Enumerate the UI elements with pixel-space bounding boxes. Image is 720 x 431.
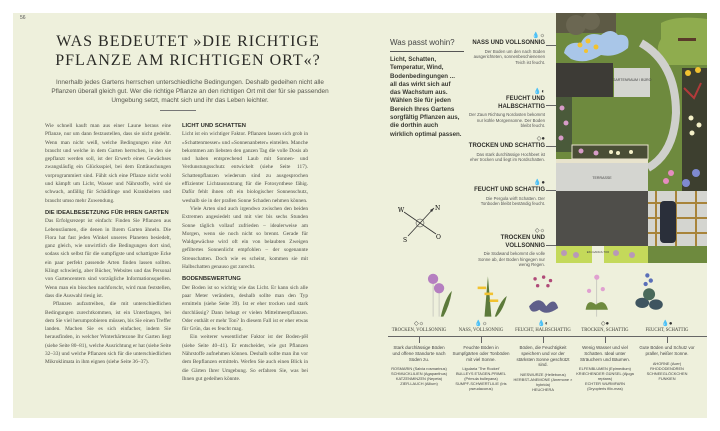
plant-column-dry-shade bbox=[574, 321, 636, 392]
compass-west: W bbox=[398, 207, 405, 214]
hosta-illustration bbox=[635, 273, 662, 309]
plant-name: KATZENMINZEN (Nepeta) bbox=[395, 376, 443, 382]
plant-name: SCHMUCKLILIEN (Agapanthus) bbox=[390, 371, 447, 377]
heuchera-illustration bbox=[529, 275, 558, 312]
plant-column-dry-sunny bbox=[388, 321, 450, 392]
divider bbox=[160, 110, 196, 111]
allium-illustration bbox=[428, 274, 452, 317]
column-text: Feuchte Böden in Sumpfgärten oder Tonböden mit viel Sonne. bbox=[452, 345, 510, 362]
condition-icons: 💧● bbox=[661, 321, 673, 327]
plant-list bbox=[637, 361, 697, 381]
condition-icons: 💧◐ bbox=[537, 321, 549, 327]
plant-illustrations bbox=[388, 272, 707, 320]
column-text: Böden, die Feuchtigkeit speichern und vor der stärksten Sonne geschützt sind. bbox=[516, 345, 570, 368]
column-header: TROCKEN, SCHATTIG bbox=[581, 328, 629, 333]
bench-icon bbox=[678, 38, 696, 41]
plant-name: ROSMARIN (Salvia rosmarinus) bbox=[391, 366, 447, 372]
condition-icons: ◇● bbox=[536, 136, 545, 142]
plant-columns bbox=[388, 321, 708, 392]
compass-north: N bbox=[435, 205, 441, 212]
garden-label-wet-sunny bbox=[467, 33, 545, 65]
epimedium-illustration bbox=[586, 275, 608, 317]
tick bbox=[543, 337, 544, 343]
garden-label-moist-halfshade bbox=[467, 89, 545, 129]
column-text: Stark durchlässige Böden und offene Standorte nach Süden zu. bbox=[392, 345, 446, 362]
plant-name: FUNKIEN bbox=[658, 375, 676, 381]
sidebar-text: Licht, Schatten, Temperatur, Wind, Bodenbedingungen ... all das wirkt sich auf das Wachstum aus. Wählen Sie für jeden Bereich Ihres Gartens sorgfältig Pflanzen aus, die dorthin auch wirklich optimal passen. bbox=[390, 56, 462, 138]
plant-name: HEUCHERA bbox=[532, 387, 554, 393]
plant-column-moist-shade bbox=[636, 321, 698, 392]
section-heading: LICHT UND SCHATTEN bbox=[182, 123, 246, 129]
label-text: Die Südwand bekommt die volle Sonne ab, der Boden hingegen nur wenig Regen. bbox=[478, 251, 545, 268]
label-text: Die Pergola wirft Schatten. Der Tonboden bleibt beständig feucht. bbox=[480, 195, 545, 207]
plant-name: AHORNE (Acer) bbox=[652, 360, 682, 366]
tick bbox=[419, 337, 420, 343]
plant-name: ZIER-LAUCH (Allium) bbox=[400, 381, 438, 387]
condition-icons: 💧● bbox=[533, 180, 545, 186]
plant-name: ELFENBLUMEN (Epimedium) bbox=[579, 366, 631, 372]
paving bbox=[556, 191, 648, 246]
garden-label-moist-shade bbox=[467, 180, 545, 207]
plant-name: SUMPF-SCHWERTLILIE (Iris pseudacorus) bbox=[455, 381, 507, 392]
condition-icons: 💧◐ bbox=[533, 89, 545, 95]
condition-icons: ◇☼ bbox=[534, 228, 545, 234]
condition-icons: 💧☼ bbox=[474, 321, 488, 327]
paragraph: Viele Arten sind auch irgendwo zwischen den beiden Extremen angesiedelt und mit vier bis sechs Stunden Sonne täglich vollauf zufrieden – idealerweise am Morgen, wenn sie noch nicht so brennt. Gerade für Waldgewächse wird oft ein von belaubten Zweigen gefiltertes Sonnenlicht empfohlen – der sogenannte Streuschatten. Doch wie es scheint, kommen sie mit Halbschatten genauso gut zurecht. bbox=[182, 205, 308, 271]
column-text: Gute Böden und Schutz vor praller, heißer Sonne. bbox=[639, 345, 695, 356]
plant-list bbox=[451, 366, 511, 391]
condition-icons: 💧☼ bbox=[532, 33, 545, 39]
building bbox=[556, 63, 613, 97]
plant-list bbox=[575, 366, 635, 391]
plant-name: BULLEYS ETAGEN-PRIMEL (Primula bulleyana) bbox=[455, 371, 507, 382]
paragraph: Der Boden ist so wichtig wie das Licht. Er kann sich alle paar Meter verändern, deshalb sollte man den Typ ermitteln (siehe Seite 39). Ist er eher trocken und stark durchlässig? Dann behagt er vielen Mittelmeerpflanzen. Oder enthält er mehr Ton? In diesem Fall ist er eher etwas für Grün, das es feucht mag. bbox=[182, 284, 308, 333]
plant-name: ECHTER WURMFARN (Dryopteris filix-mas) bbox=[585, 381, 625, 392]
column-header: TROCKEN, VOLLSONNIG bbox=[391, 328, 447, 333]
paragraph: Licht ist ein wichtiger Faktor. Pflanzen lassen sich grob in »Schattenmesser« und »Sonnenanbeter« einteilen. Manche bekommen am liebsten den ganzen Tag die volle Dosis ab und haben entsprechend Laub mit Sonnen- und Verdunstungsschutz entwickelt (siehe Seite 117). Schattenpflanzen wiederum sind zu ausgesprochen effizienter Lichtausnutzung für die Fotosynthese fähig. Dafür fehlt ihnen oft ein biologischer Sonnenschutz, weshalb sie in der prallen Sonne Schaden nehmen können. bbox=[182, 131, 308, 204]
tick bbox=[481, 337, 482, 343]
plant-column-moist-halfshade bbox=[512, 321, 574, 392]
condition-icons: ◇☼ bbox=[413, 321, 425, 327]
gate-label: EIN-GANGS-TOR bbox=[586, 250, 610, 254]
paragraph: Wie schnell kauft man aus einer Laune heraus eine Pflanze, nur um dann festzustellen, dass sie nicht gedeiht. Wenn man nicht weiß, welche Bedingungen eine Art braucht und welche in dem Garten herrschen, in den sie gepflanzt werden soll, ist der Erwerb eines Gewächses zwangsläufig ein Glücksspiel, bei dem Enttäuschungen vorprogrammiert sind. Fühlt sich eine Pflanze nicht wohl und kämpft um Licht, Wasser und Nährstoffe, wird sie schwach, anfällig für Schädlinge und Krankheiten und braucht umso mehr Zuwendung. bbox=[45, 123, 171, 204]
intro-text: Innerhalb jedes Gartens herrschen unterschiedliche Bedingungen. Deshalb gedeihen nicht alle Pflanzen überall gleich gut. Wer die richtige Pflanze an den richtigen Ort mit der für sie passenden Umgebung setzt, macht sich und ihr das Leben leichter. bbox=[51, 79, 329, 105]
label-text: Der Zaun Richtung Nordosten bekommt nur kühle Morgensonne. Der Boden bleibt feucht. bbox=[469, 112, 545, 129]
compass-east: O bbox=[436, 234, 441, 241]
plant-name: HERBST-ANEMONE (Anemone × hybrida) bbox=[513, 377, 573, 388]
label-title: NASS UND VOLLSONNIG bbox=[472, 40, 545, 46]
plant-column-wet-sunny bbox=[450, 321, 512, 392]
plant-name: RHODODENDREN bbox=[650, 365, 684, 371]
divider bbox=[390, 51, 464, 52]
text-column-1 bbox=[45, 122, 171, 367]
terrace-label: TERRASSE bbox=[592, 176, 612, 180]
label-title: TROCKEN UND VOLLSONNIG bbox=[500, 235, 545, 249]
page-title: WAS BEDEUTET »DIE RICHTIGE PFLANZE AM RICHTIGEN ORT«? bbox=[55, 33, 321, 69]
compass-icon bbox=[398, 202, 443, 242]
sidebar-heading: Was passt wohin? bbox=[390, 38, 455, 47]
section-heading: DIE IDEALBESETZUNG FÜR IHREN GARTEN bbox=[45, 209, 169, 216]
text-column-2 bbox=[182, 122, 308, 383]
building-label: GARTENRAUM / BÜRO bbox=[612, 78, 652, 82]
plant-list bbox=[389, 366, 449, 386]
tick bbox=[605, 337, 606, 343]
column-text: Wenig Wasser und viel Schatten. Ideal unter Sträuchern und Bäumen. bbox=[579, 345, 631, 362]
label-title: TROCKEN UND SCHATTIG bbox=[468, 143, 545, 149]
column-header: FEUCHT, SCHATTIG bbox=[645, 328, 689, 333]
column-header: FEUCHT, HALBSCHATTIG bbox=[515, 328, 571, 333]
plant-name: SCHNEEGLÖCKCHEN bbox=[646, 370, 688, 376]
ligularia-illustration bbox=[478, 276, 507, 316]
car-icon bbox=[660, 201, 676, 243]
label-title: FEUCHT UND HALBSCHATTIG bbox=[498, 96, 545, 110]
plant-name: Ligularia 'The Rocket' bbox=[462, 366, 500, 372]
plant-name: KRIECHENDER GÜNSEL (Ajuga reptans) bbox=[576, 371, 634, 382]
label-text: Das stark durchlässige Hochbeet ist eher trocken und liegt im Nordschatten. bbox=[470, 151, 545, 163]
plant-list bbox=[513, 372, 573, 392]
section-heading: BODENBEWERTUNG bbox=[182, 276, 241, 283]
paragraph: Das Erfolgsrezept ist einfach: Finden Sie Pflanzen aus Lebensräumen, die denen in Ihrem Garten ähneln. Die Flora hat fast jeden Winkel unseres Planeten besiedelt, ganz gleich, wie unwirtlich die Bedingungen dort sind, sodass sich selbst für die sumpfigste und schattigste Ecke ein paar perfekt passende Arten finden lassen sollten. Klingt schwierig, aber Bücher, Websites und das Personal von Gartencentern sind vorzügliche Informationsquellen. Wenn man ein bisschen nachforscht, wird man feststellen, dass die Auswahl riesig ist. bbox=[45, 218, 171, 299]
plant-name: NIESWURZE (Helleborus) bbox=[520, 372, 566, 378]
compass-south: S bbox=[403, 237, 408, 242]
column-header: NASS, VOLLSONNIG bbox=[458, 328, 504, 333]
paragraph: Ein weiterer wesentlicher Faktor ist der Boden-pH (siehe Seite 40–41). Er entscheidet, wie gut Pflanzen Nährstoffe aufnehmen können. Deshalb sollte man ihn vor dem Bepflanzen ermitteln. Werfen Sie auch einen Blick in die Gärten Ihrer Umgebung. So erfahren Sie, was bei Ihnen gut gedeihen könnte. bbox=[182, 334, 308, 382]
label-title: FEUCHT UND SCHATTIG bbox=[474, 187, 545, 193]
page-number: 56 bbox=[20, 15, 26, 21]
paragraph: Pflanzen aufzutreiben, die mit unterschiedlichen Bedingungen zurechtkommen, ist ein Unterfangen, bei dem Sie viel herumprobieren müssen, bis Sie einen Treffer landen. Machen Sie es sich einfacher, indem Sie herausfinden, in welcher Winterhärtezone Ihr Garten liegt (siehe Seite 80–81), welche Ausrichtung er hat (siehe Seite 32–33) und welche Pflanzen sich für die unterschiedlichen Mikroklimata in ihm eignen (siehe Seite 36–37). bbox=[45, 301, 171, 366]
garden-label-dry-sunny bbox=[475, 228, 545, 268]
condition-icons: ◇● bbox=[600, 321, 610, 327]
label-text: Der Boden um den nach Süden ausgerichteten, sonnenbeschienenen Teich ist feucht. bbox=[473, 48, 545, 65]
garden-label-dry-shade bbox=[467, 136, 545, 163]
tick bbox=[667, 337, 668, 343]
garden-plan-illustration bbox=[556, 13, 707, 263]
